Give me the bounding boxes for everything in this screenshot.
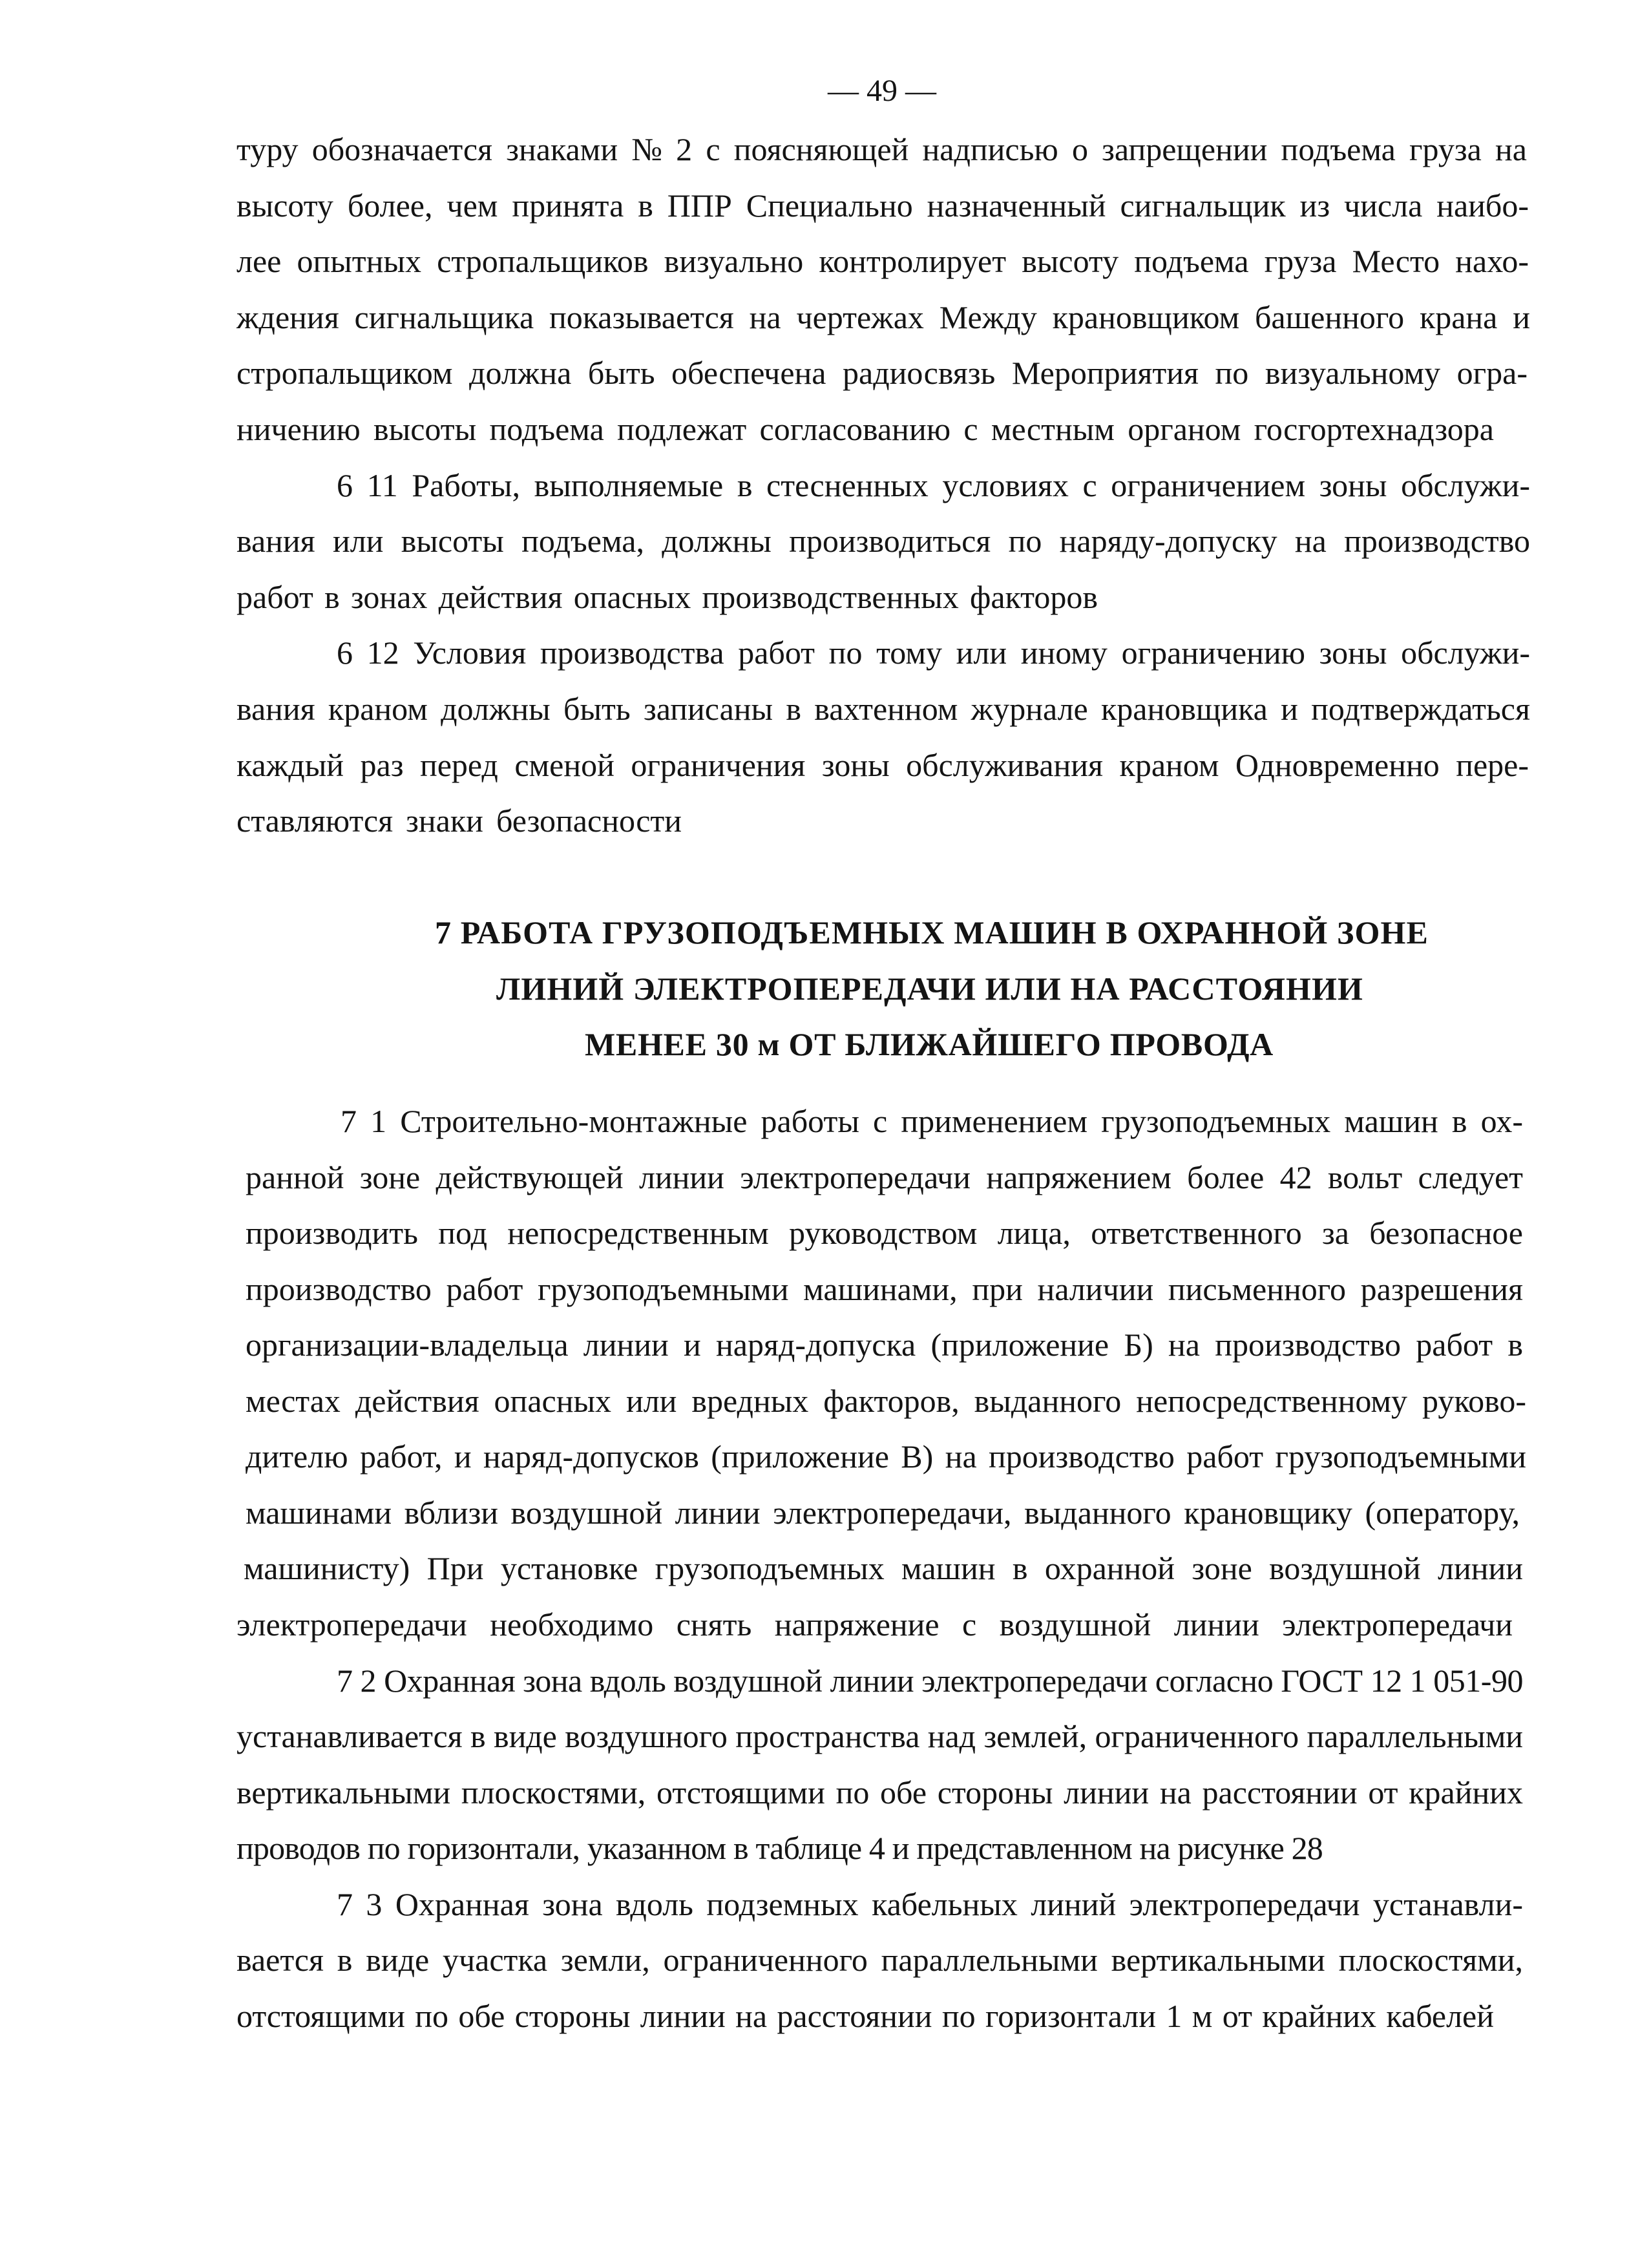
text-line: местах действия опасных или вредных факторов, выданного непосредственному руково- [246, 1383, 1526, 1419]
text-line: производить под непосредственным руководством лица, ответственного за безопасное [246, 1215, 1523, 1251]
text-line: отстоящими по обе стороны линии на расстоянии по горизонтали 1 м от крайних кабелей [236, 1998, 1494, 2034]
text-line: организации-владельца линии и наряд-допуска (приложение Б) на производство работ в [246, 1327, 1523, 1363]
page-number: — 49 — [828, 74, 936, 108]
text-line: производство работ грузоподъемными машинами, при наличии письменного разрешения [246, 1271, 1523, 1307]
text-line: проводов по горизонтали, указанном в таблице 4 и представленном на рисунке 28 [236, 1830, 1323, 1866]
heading-line: ЛИНИЙ ЭЛЕКТРОПЕРЕДАЧИ ИЛИ НА РАССТОЯНИИ [496, 971, 1363, 1007]
text-line: 6 11 Работы, выполняемые в стесненных условиях с ограничением зоны обслужи- [337, 467, 1530, 503]
text-line: ставляются знаки безопасности [236, 803, 682, 839]
heading-line: 7 РАБОТА ГРУЗОПОДЪЕМНЫХ МАШИН В ОХРАННОЙ ЗОНЕ [435, 914, 1429, 950]
text-line: машинисту) При установке грузоподъемных машин в охранной зоне воздушной линии [244, 1550, 1523, 1586]
text-line: вается в виде участка земли, ограниченного параллельными вертикальными плоскостями, [236, 1942, 1523, 1978]
text-line: электропередачи необходимо снять напряжение с воздушной линии электропередачи [236, 1606, 1513, 1643]
text-line: лее опытных стропальщиков визуально контролирует высоту подъема груза Место нахо- [236, 243, 1529, 279]
text-line: ничению высоты подъема подлежат согласованию с местным органом госгортехнадзора [236, 411, 1494, 447]
text-line: вания краном должны быть записаны в вахтенном журнале крановщика и подтверждаться [236, 691, 1530, 727]
text-line: устанавливается в виде воздушного пространства над землей, ограниченного параллельными [236, 1718, 1523, 1754]
text-line: 7 3 Охранная зона вдоль подземных кабельных линий электропередачи устанавли- [337, 1886, 1523, 1922]
text-line: высоту более, чем принята в ППР Специально назначенный сигнальщик из числа наибо- [236, 187, 1529, 224]
text-line: ранной зоне действующей линии электропередачи напряжением более 42 вольт следует [246, 1159, 1523, 1195]
text-line: 7 1 Строительно-монтажные работы с применением грузоподъемных машин в ох- [341, 1103, 1523, 1139]
heading-line: МЕНЕЕ 30 м ОТ БЛИЖАЙШЕГО ПРОВОДА [585, 1026, 1274, 1062]
text-line: работ в зонах действия опасных производственных факторов [236, 579, 1098, 615]
text-line: вания или высоты подъема, должны производиться по наряду-допуску на производство [236, 523, 1530, 559]
text-line: стропальщиком должна быть обеспечена радиосвязь Мероприятия по визуальному огра- [236, 355, 1528, 391]
text-line: туру обозначается знаками № 2 с поясняющей надписью о запрещении подъема груза на [236, 131, 1527, 167]
text-line: вертикальными плоскостями, отстоящими по обе стороны линии на расстоянии от крайних [236, 1774, 1523, 1811]
text-line: каждый раз перед сменой ограничения зоны обслуживания краном Одновременно пере- [236, 747, 1529, 783]
text-line: машинами вблизи воздушной линии электропередачи, выданного крановщику (оператору, [246, 1495, 1520, 1531]
text-line: ждения сигнальщика показывается на чертежах Между крановщиком башенного крана и [236, 299, 1530, 335]
text-line: 6 12 Условия производства работ по тому или иному ограничению зоны обслужи- [337, 635, 1530, 671]
text-line: 7 2 Охранная зона вдоль воздушной линии электропередачи согласно ГОСТ 12 1 051-90 [337, 1663, 1523, 1699]
text-line: дителю работ, и наряд-допусков (приложение В) на производство работ грузоподъемными [246, 1438, 1526, 1475]
